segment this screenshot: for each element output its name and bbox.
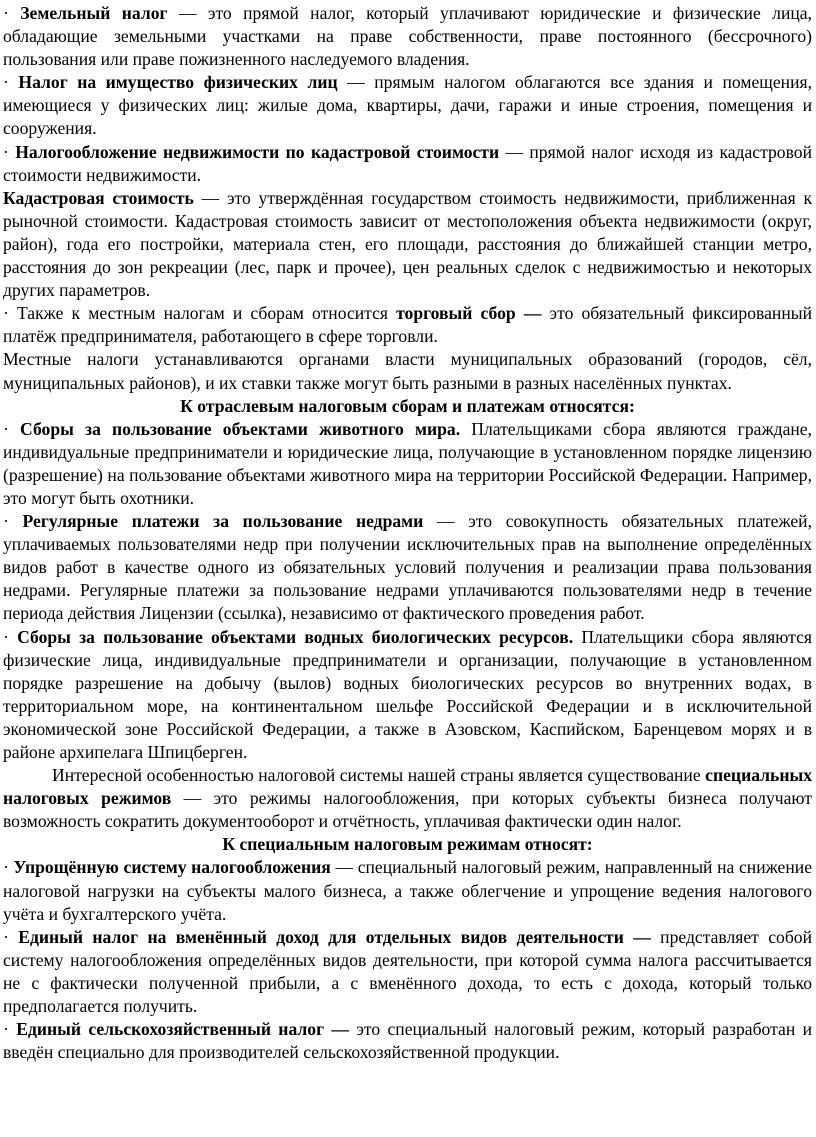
term-simplified-system: Упрощённую систему налогообложения xyxy=(13,857,331,878)
paragraph-aquatic-fees xyxy=(3,626,812,765)
term-subsoil-payments: Регулярные платежи за пользование недрами xyxy=(22,511,424,532)
bullet: · xyxy=(3,857,14,878)
paragraph-text: — прямой налог исходя из кадастровой стоимости недвижимости. xyxy=(3,141,813,185)
bullet: · xyxy=(3,926,19,947)
paragraph-text: — это режимы налогообложения, при которых субъекты бизнеса получают возможность сократить документооборот и отчётность, уплачивая фактически один налог. xyxy=(3,788,812,832)
term-property-tax: Налог на имущество физических лиц xyxy=(18,72,338,93)
bullet: · xyxy=(3,511,23,532)
paragraph-cadastral-value xyxy=(3,187,812,302)
term-wildlife-fees: Сборы за пользование объектами животного мира. xyxy=(20,418,461,439)
heading-industry-fees: К отраслевым налоговым сборам и платежам относятся: xyxy=(180,395,635,416)
paragraph-wildlife-fees xyxy=(3,418,812,510)
term-trade-fee: торговый сбор — xyxy=(396,303,542,324)
paragraph-local-taxes: Местные налоги устанавливаются органами власти муниципальных образований (городов, сёл, муниципальных районов), и их ставки также могут быть разными в разных населённых пунктах. xyxy=(3,349,812,393)
paragraph-text: Плательщиками сбора являются граждане, индивидуальные предприниматели и юридические лица, получающие в установленном порядке лицензию (разрешение) на пользование объектами животного мира на территории Российской Федерации. Например, это могут быть охотники. xyxy=(3,418,812,508)
bullet: · xyxy=(3,3,21,23)
term-agricultural-tax: Единый сельскохозяйственный налог — xyxy=(16,1019,349,1040)
paragraph-special-regimes xyxy=(3,764,812,833)
paragraph-text: — это прямой налог, который уплачивают юридические и физические лица, обладающие земельными участками на праве собственности, праве постоянного (бессрочного) пользования или праве пожизненного наследуемого владения. xyxy=(3,3,812,70)
paragraph-text: Также к местным налогам и сборам относится xyxy=(17,303,397,324)
bullet: · xyxy=(3,626,18,647)
paragraph-agricultural-tax xyxy=(3,1018,812,1064)
paragraph-text: Плательщики сбора являются физические лица, индивидуальные предприниматели и организации, получающие в установленном порядке разрешение на добычу (вылов) водных биологических ресурсов во внутренних водах, в территориальном море, на континентальном шельфе Российской Федерации и в исключительной экономической зоне Российской Федерации, а также в Азовском, Каспийском, Баренцевом морях и в районе архипелага Шпицберген. xyxy=(3,626,812,762)
paragraph-land-tax xyxy=(3,2,812,71)
bullet: · xyxy=(3,72,19,93)
bullet: · xyxy=(3,303,17,324)
paragraph-subsoil-payments xyxy=(3,510,812,625)
term-land-tax: Земельный налог xyxy=(20,3,168,23)
term-aquatic-fees: Сборы за пользование объектами водных биологических ресурсов. xyxy=(17,626,574,647)
bullet: · xyxy=(3,141,16,162)
paragraph-trade-fee xyxy=(3,302,812,348)
paragraph-property-tax xyxy=(3,71,812,140)
term-special-regimes: специальных налоговых режимов xyxy=(3,765,812,809)
paragraph-text: — это совокупность обязательных платежей, уплачиваемых пользователями недр при получении исключительных прав на выполнение определённых видов работ в качестве одного из обязательных условий получения и реализации права пользования недрами. Регулярные платежи за пользование недрами уплачиваются пользователями недр в течение периода действия Лицензии (ссылка), независимо от фактического проведения работ. xyxy=(3,511,812,624)
heading-special-regimes: К специальным налоговым режимам относят: xyxy=(222,834,593,855)
paragraph-text: представляет собой систему налогообложения определённых видов деятельности, при которой сумма налога рассчитывается не с фактически полученной прибыли, а с вменённого дохода, то есть с дохода, который только предполагается получить. xyxy=(3,926,812,1017)
term-cadastral-taxation: Налогообложение недвижимости по кадастровой стоимости xyxy=(15,141,500,162)
term-cadastral-value: Кадастровая стоимость xyxy=(3,187,194,208)
paragraph-imputed-income-tax xyxy=(3,926,812,1018)
bullet: · xyxy=(3,418,21,439)
bullet: · xyxy=(3,1019,17,1040)
paragraph-text: это обязательный фиксированный платёж предпринимателя, работающего в сфере торговли. xyxy=(3,303,812,347)
term-imputed-income-tax: Единый налог на вменённый доход для отдельных видов деятельности — xyxy=(18,926,651,947)
paragraph-text: — специальный налоговый режим, направленный на снижение налоговой нагрузки на субъекты малого бизнеса, а также облегчение и упрощение ведения налогового учёта и бухгалтерского учёта. xyxy=(3,857,812,924)
paragraph-text: — прямым налогом облагаются все здания и помещения, имеющиеся у физических лиц: жилые дома, квартиры, дачи, гаражи и иные строения, помещения и сооружения. xyxy=(3,72,812,139)
paragraph-simplified-system xyxy=(3,856,812,925)
paragraph-text: Интересной особенностью налоговой системы нашей страны является существование xyxy=(52,765,706,786)
paragraph-text: это специальный налоговый режим, который разработан и введён специально для производителей сельскохозяйственной продукции. xyxy=(3,1019,812,1063)
paragraph-cadastral-taxation xyxy=(3,141,812,187)
paragraph-text: — это утверждённая государством стоимость недвижимости, приближенная к рыночной стоимости. Кадастровая стоимость зависит от местоположения объекта недвижимости (округ, район), года его постройки, материала стен, его площади, расстояния до ближайшей станции метро, расстояния до зон рекреации (лес, парк и прочее), цен реальных сделок с недвижимостью и некоторых других параметров. xyxy=(3,187,812,301)
